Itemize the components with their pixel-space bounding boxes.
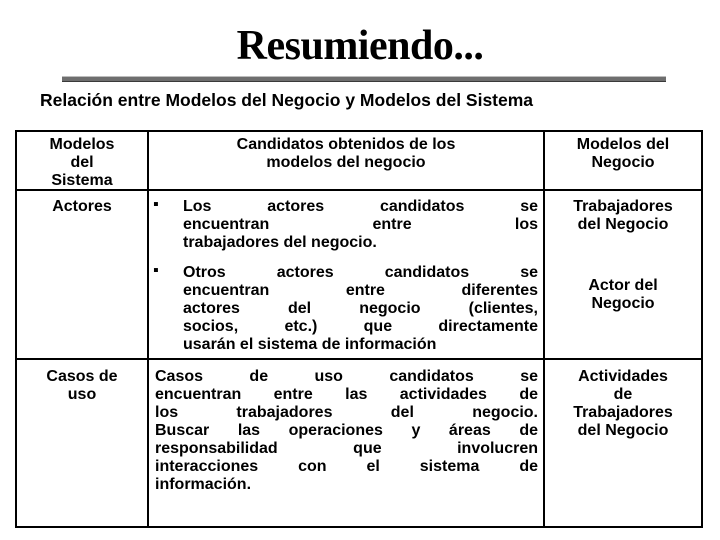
label-line: Casos de	[46, 368, 118, 385]
table-border-top	[15, 130, 703, 132]
header-modelos-del-negocio	[545, 136, 701, 172]
result-line: Trabajadores	[573, 404, 673, 421]
text-line: información.	[155, 476, 252, 493]
header-candidatos	[149, 136, 543, 172]
result-actor-del-negocio	[545, 277, 701, 313]
text-line: encuentran entre las actividades de	[155, 386, 538, 403]
header-line: Negocio	[591, 154, 655, 171]
result-line: de	[613, 386, 633, 403]
table-border-bottom	[15, 526, 703, 528]
result-line: del Negocio	[577, 422, 669, 439]
header-line: Modelos del	[576, 136, 670, 153]
header-modelos-del-sistema	[17, 136, 147, 190]
bullet-icon: ▪	[153, 262, 159, 279]
label-line: uso	[67, 386, 97, 403]
text-line: Los actores candidatos se	[183, 198, 538, 215]
text-line: Buscar las operaciones y áreas de	[155, 422, 538, 439]
row-label-actores: Actores	[52, 198, 112, 215]
result-line: del Negocio	[577, 216, 669, 233]
text-line: socios, etc.) que directamente	[183, 318, 538, 335]
text-line: responsabilidad que involucren	[155, 440, 538, 457]
bullet-icon: ▪	[153, 196, 159, 213]
text-line: encuentran entre los	[183, 216, 538, 233]
table-caption: Relación entre Modelos del Negocio y Modelos del Sistema	[40, 90, 534, 110]
text-line: interacciones con el sistema de	[155, 458, 538, 475]
bullet-text-trabajadores	[183, 198, 538, 252]
text-line: Casos de uso candidatos se	[155, 368, 538, 385]
text-line: encuentran entre diferentes	[183, 282, 538, 299]
slide-title: Resumiendo...	[236, 23, 484, 69]
result-actividades	[545, 368, 701, 440]
text-line: actores del negocio (clientes,	[183, 300, 538, 317]
result-line: Actividades	[578, 368, 668, 385]
text-line: usarán el sistema de información	[183, 336, 437, 353]
row-label-casos-de-uso	[17, 368, 147, 404]
row-divider	[15, 358, 703, 360]
bullet-text-otros-actores	[183, 264, 538, 354]
result-line: Negocio	[591, 295, 655, 312]
header-line: Modelos	[49, 136, 115, 153]
result-line: Actor del	[588, 277, 658, 294]
text-line: Otros actores candidatos se	[183, 264, 538, 281]
header-line: Candidatos obtenidos de los	[236, 136, 456, 153]
header-line: Sistema	[51, 172, 113, 189]
result-line: Trabajadores	[573, 198, 673, 215]
text-line: trabajadores del negocio.	[183, 234, 377, 251]
header-line: modelos del negocio	[266, 154, 426, 171]
casos-description	[155, 368, 538, 494]
text-line: los trabajadores del negocio.	[155, 404, 538, 421]
result-trabajadores-del-negocio	[545, 198, 701, 234]
header-line: del	[70, 154, 94, 171]
